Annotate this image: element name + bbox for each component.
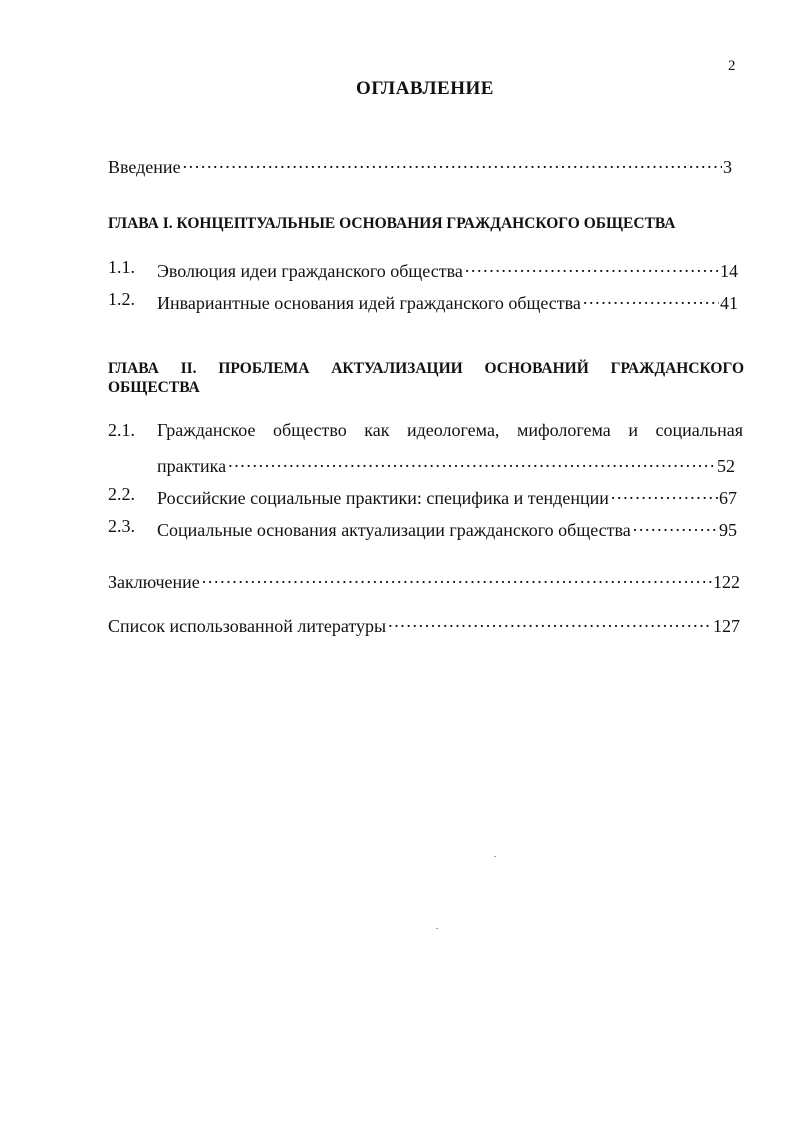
dot-leader (386, 612, 712, 632)
toc-entry-introduction[interactable] (108, 153, 732, 178)
toc-entry-bibliography[interactable] (108, 612, 740, 637)
toc-entry-label: Инвариантные основания идей гражданского общества (157, 292, 581, 313)
scan-speck (436, 928, 438, 929)
dot-leader (581, 289, 719, 309)
dot-leader (226, 452, 716, 472)
section-number: 1.1. (108, 257, 135, 277)
toc-entry-section-2-1-line1[interactable]: Гражданское общество как идеологема, мифологема и социальная (157, 420, 743, 440)
toc-entry-section-1-2[interactable] (157, 289, 738, 314)
toc-entry-page: 3 (723, 156, 732, 177)
toc-entry-section-2-2[interactable] (157, 484, 737, 509)
dot-leader (609, 484, 718, 504)
toc-entry-section-2-3[interactable] (157, 516, 737, 541)
toc-entry-page: 127 (713, 615, 740, 636)
toc-entry-label: Социальные основания актуализации гражданского общества (157, 519, 631, 540)
section-number: 2.1. (108, 420, 135, 440)
toc-entry-page: 52 (717, 455, 735, 476)
toc-entry-label: практика (157, 455, 227, 476)
toc-entry-conclusion[interactable] (108, 568, 740, 593)
toc-entry-page: 95 (719, 519, 737, 540)
toc-entry-page: 67 (719, 487, 737, 508)
chapter-1-heading[interactable]: ГЛАВА I. КОНЦЕПТУАЛЬНЫЕ ОСНОВАНИЯ ГРАЖДАНСКОГО ОБЩЕСТВА (108, 215, 676, 232)
section-number: 2.2. (108, 484, 135, 504)
dot-leader (463, 257, 719, 277)
toc-entry-label: Российские социальные практики: специфика и тенденции (157, 487, 609, 508)
section-number: 1.2. (108, 289, 135, 309)
toc-entry-section-1-1[interactable] (157, 257, 738, 282)
toc-entry-page: 122 (713, 571, 740, 592)
toc-entry-label: Список использованной литературы (108, 615, 387, 636)
chapter-2-heading[interactable]: ГЛАВА II. ПРОБЛЕМА АКТУАЛИЗАЦИИ ОСНОВАНИЙ ГРАЖДАНСКОГО ОБЩЕСТВА (108, 360, 744, 396)
dot-leader (181, 153, 722, 173)
toc-entry-page: 41 (720, 292, 738, 313)
toc-title: ОГЛАВЛЕНИЕ (356, 78, 494, 99)
toc-entry-label: Эволюция идеи гражданского общества (157, 260, 463, 281)
section-number: 2.3. (108, 516, 135, 536)
page-number: 2 (728, 58, 736, 74)
toc-entry-label: Заключение (108, 571, 200, 592)
toc-entry-section-2-1-line2[interactable] (157, 452, 735, 477)
toc-entry-page: 14 (720, 260, 738, 281)
dot-leader (631, 516, 718, 536)
toc-entry-label: Введение (108, 156, 181, 177)
scan-speck (494, 856, 496, 857)
dot-leader (200, 568, 712, 588)
